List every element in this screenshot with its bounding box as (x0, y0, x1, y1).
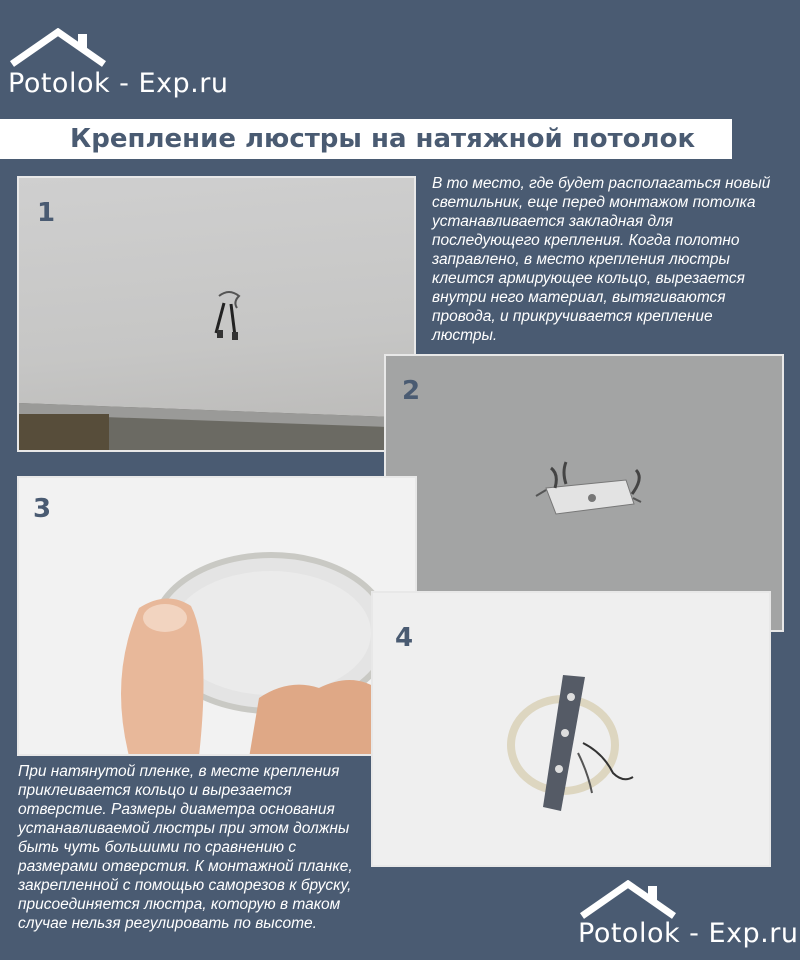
page-title: Крепление люстры на натяжной потолок (70, 124, 696, 154)
house-icon (578, 880, 678, 920)
house-icon (8, 28, 108, 68)
mounting-bar-image (373, 593, 771, 867)
photo-number: 3 (33, 494, 52, 524)
logo-text: Potolok - Exp.ru (8, 68, 229, 99)
caption-top: В то место, где будет располагаться новый светильник, еще перед монтажом потолка устанавливается закладная для последующего крепления. Когда полотно заправлено, в место крепления люстры клеится армирующее кольцо, вырезается внутри него материал, вытягиваются провода, и прикручивается крепление люстры. (432, 175, 771, 344)
reinforcing-ring-image (19, 478, 417, 756)
ceiling-wires-image (19, 178, 416, 452)
photo-number: 1 (37, 198, 56, 228)
photo-4 (371, 591, 771, 867)
photo-1 (17, 176, 416, 452)
logo-text: Potolok - Exp.ru (578, 918, 799, 949)
photo-number: 4 (395, 623, 414, 653)
logo-bottom[interactable] (578, 880, 800, 960)
title-bar (0, 119, 732, 159)
photo-number: 2 (402, 376, 421, 406)
caption-bottom: При натянутой пленке, в месте крепления приклеивается кольцо и вырезается отверстие. Размеры диаметра основания устанавливаемой люстры при этом должны быть чуть большими по сравнению с размерами отверстия. К монтажной планке, закрепленной с помощью саморезов к бруску, присоединяется люстра, которую в таком случае нельзя регулировать по высоте. (18, 763, 353, 932)
logo-top[interactable] (8, 28, 238, 108)
photo-3 (17, 476, 417, 756)
